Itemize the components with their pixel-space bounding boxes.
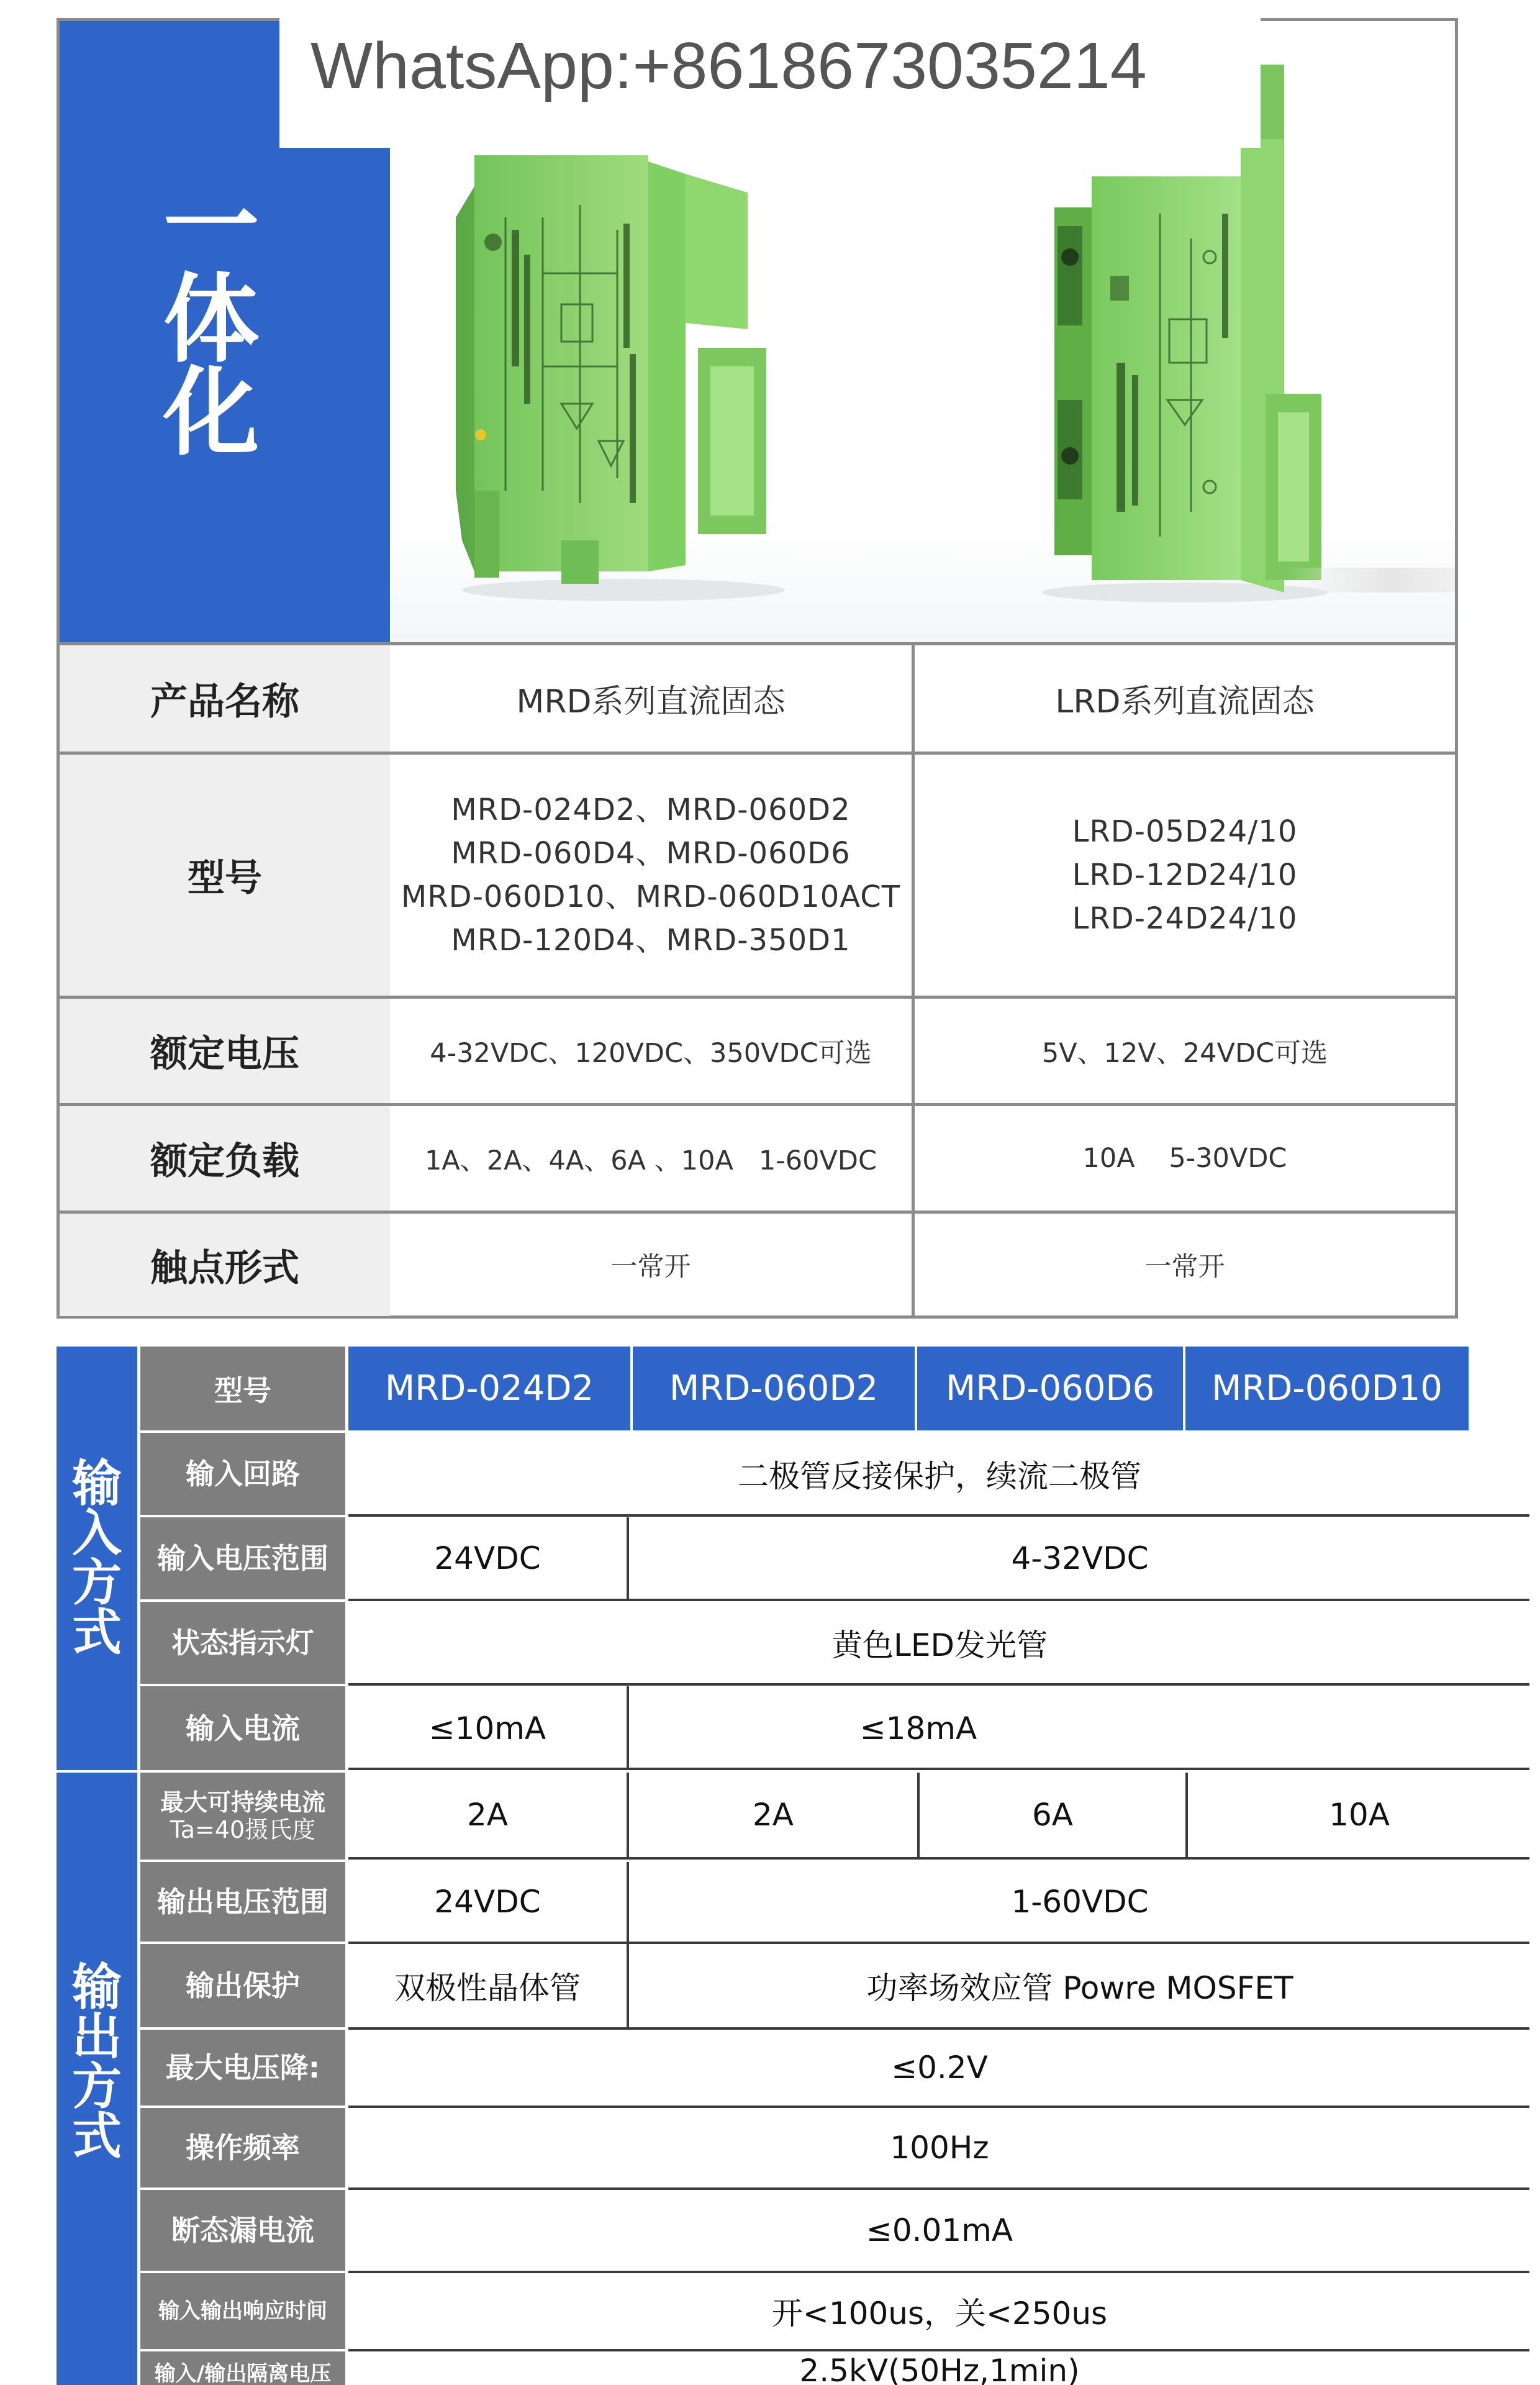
mrd-relay-image [437,143,791,602]
row-label-input-voltage: 输入电压范围 [140,1517,345,1599]
cell-isolation-voltage: 2.5kV(50Hz,1min) [799,2353,1080,2385]
header-model-text: MRD-060D10 [1212,1368,1443,1409]
row-label-response-time: 输入输出响应时间 [140,2273,345,2349]
compare-row-contact-form [60,1211,1455,1316]
header-label-model: 型号 [140,1347,345,1430]
row-label-max-current [140,1773,345,1860]
group-title-char: 输 [72,1455,122,1512]
row-label-operating-frequency: 操作频率 [140,2108,345,2187]
header-model-text: MRD-060D6 [945,1368,1155,1409]
compare-row-rated-load [60,1103,1455,1211]
cell-output-voltage-rest: 1-60VDC [1011,1884,1149,1920]
banner-title-char: 化 [163,357,260,469]
banner-title-char: 体 [163,263,260,376]
row-label-line: 最大可持续电流 [160,1789,325,1816]
row-label-output-voltage: 输出电压范围 [140,1862,345,1942]
compare-cell-lrd [915,645,1455,752]
header-model-cell [1185,1347,1469,1430]
compare-cell-text: 一常开 [610,1252,691,1283]
compare-cell-text: 1A、2A、4A、6A 、10A 1-60VDC [424,1145,877,1176]
row-label-line: Ta=40摄氏度 [170,1816,316,1843]
row-label-input-current: 输入电流 [140,1686,345,1770]
group-output-method [57,1773,137,2351]
cell-operating-frequency: 100Hz [890,2130,989,2166]
group-partial [57,2351,137,2385]
compare-cell-text: LRD-24D24/10 [1072,901,1298,936]
cell-input-current-col1: ≤10mA [428,1710,546,1747]
row-label-status-indicator: 状态指示灯 [140,1602,345,1684]
cell-input-voltage-rest: 4-32VDC [1011,1540,1149,1576]
compare-cell-text: 10A 5-30VDC [1082,1143,1287,1174]
header-model-cell [348,1347,633,1430]
compare-cell-text: 4-32VDC、120VDC、350VDC可选 [430,1037,872,1069]
compare-cell-text: MRD-024D2、MRD-060D2 [451,793,851,827]
compare-cell-mrd [390,755,915,996]
compare-cell-lrd [915,755,1455,996]
compare-cell-text: LRD-12D24/10 [1072,858,1298,893]
compare-cell-text: LRD系列直流固态 [1055,683,1315,720]
compare-row-label: 型号 [60,755,390,996]
compare-cell-text: 5V、12V、24VDC可选 [1041,1037,1328,1069]
banner-title [124,170,298,469]
row-label-isolation-voltage: 输入/输出隔离电压 [140,2351,345,2385]
cell-max-current: 10A [1329,1797,1390,1833]
cell-response-time: 开<100us，关<250us [771,2296,1108,2332]
group-title-char: 入 [72,1504,122,1562]
row-label-output-protection: 输出保护 [140,1944,345,2027]
compare-cell-text: MRD-060D4、MRD-060D6 [451,836,851,871]
banner-title-char: 一 [163,170,260,283]
compare-row-model [60,752,1455,996]
row-label-off-state-leakage: 断态漏电流 [140,2190,345,2271]
compare-cell-text: 一常开 [1144,1252,1225,1283]
header-model-cell [917,1347,1185,1430]
compare-row-label: 产品名称 [60,645,390,752]
cell-status-indicator: 黄色LED发光管 [831,1627,1048,1663]
watermark-text: WhatsApp:+8618673035214 [310,29,1147,102]
compare-cell-text: MRD-060D10、MRD-060D10ACT [401,879,901,914]
cell-output-voltage-col1: 24VDC [434,1884,541,1920]
cell-max-voltage-drop: ≤0.2V [891,2050,988,2086]
compare-cell-mrd [390,1214,915,1316]
group-title-char: 式 [72,1604,122,1661]
compare-row-product-name [60,642,1455,752]
compare-cell-text: MRD系列直流固态 [516,683,786,720]
compare-cell-mrd [390,1106,915,1211]
group-title-char: 方 [72,1554,122,1612]
cell-max-current: 2A [752,1797,794,1833]
cell-input-current-rest: ≤18mA [859,1710,977,1747]
group-title-char: 式 [72,2107,122,2165]
compare-cell-lrd [915,1106,1455,1211]
header-model-text: MRD-060D2 [669,1368,879,1409]
compare-row-label: 触点形式 [60,1214,390,1316]
cell-input-loop: 二极管反接保护，续流二极管 [738,1458,1141,1494]
spec-table [57,1347,1470,2385]
compare-cell-mrd [390,645,915,752]
cell-input-voltage-col1: 24VDC [434,1540,541,1576]
watermark-banner [279,17,1261,148]
row-label-max-voltage-drop: 最大电压降: [140,2030,345,2106]
cell-max-current: 6A [1031,1797,1073,1833]
cell-off-state-leakage: ≤0.01mA [866,2212,1013,2248]
group-title-char: 出 [72,2008,122,2066]
group-input-method [57,1347,137,1770]
header-model-text: MRD-024D2 [384,1368,594,1409]
compare-cell-text: MRD-120D4、MRD-350D1 [451,923,851,958]
cell-output-protection-rest: 功率场效应管 Powre MOSFET [866,1970,1293,2006]
compare-cell-mrd [390,999,915,1103]
group-title-char: 输 [72,1958,122,2016]
compare-cell-lrd [915,999,1455,1103]
compare-cell-lrd [915,1214,1455,1316]
header-model-cell [633,1347,917,1430]
cell-output-protection-col1: 双极性晶体管 [394,1970,581,2006]
row-label-input-loop: 输入回路 [140,1433,345,1515]
compare-cell-text: LRD-05D24/10 [1072,814,1298,849]
compare-row-label: 额定负载 [60,1106,390,1211]
cell-max-current: 2A [466,1797,508,1833]
compare-row-rated-voltage [60,996,1455,1103]
group-title-char: 方 [72,2058,122,2115]
compare-row-label: 额定电压 [60,999,390,1103]
